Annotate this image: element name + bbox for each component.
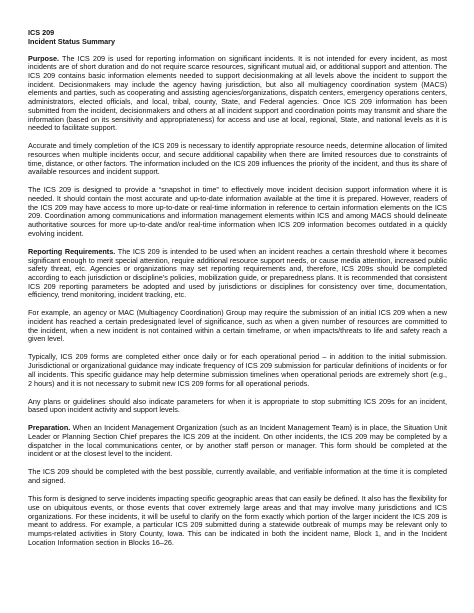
form-number: ICS 209: [28, 28, 55, 37]
paragraph-best-information: [28, 468, 447, 485]
paragraph-lead: Reporting Requirements.: [28, 246, 116, 256]
paragraph-text: Any plans or guidelines should also indicate parameters for when it is appropriate to stop submitting ICS 209s for an incident, based upon incident activity and support levels.: [28, 396, 447, 415]
paragraph-text: The ICS 209 is intended to be used when an incident reaches a certain threshold where it becomes significant enough to merit special attention, require additional resource support needs, or cause media attention, increased public safety threat, etc. Agencies or organizations may set reporting requirements and, therefore, ICS 209s should be completed according to each jurisdiction or discipline’s policies, mobilization guide, or preparedness plans. It is recommended that consistent ICS 209 reporting parameters be adopted and used by jurisdictions or disciplines for consistency over time, documentation, efficiency, trend monitoring, incident tracking, etc.: [28, 246, 447, 300]
paragraph-geographic-areas: [28, 495, 447, 547]
paragraph-lead: Purpose.: [28, 53, 60, 63]
paragraph-text: This form is designed to serve incidents impacting specific geographic areas that can easily be defined. It also has the flexibility for use on ubiquitous events, or those events that cover extremely large areas and that may involve many jurisdictions and ICS organizations. For these incidents, it will be useful to clarify on the form exactly which portion of the larger incident the ICS 209 is meant to address. For example, a particular ICS 209 submitted during a statewide outbreak of mumps may be relevant only to mumps-related activities in Story County, Iowa. This can be indicated in both the incident name, Block 1, and in the Incident Location Information section in Blocks 16–26.: [28, 494, 447, 547]
paragraph-frequency: [28, 353, 447, 388]
paragraph-example: [28, 309, 447, 344]
paragraph-preparation: [28, 424, 447, 459]
paragraph-text: Typically, ICS 209 forms are completed either once daily or for each operational period – in addition to the initial submission. Jurisdictional or organizational guidance may indicate frequency of ICS 209 submission for particular definitions of incidents or for all incidents. This specific guidance may help determine submission timelines when operational periods are extremely short (e.g., 2 hours) and it is not necessary to submit new ICS 209 forms for all operational periods.: [28, 352, 447, 388]
paragraph-stop-submitting: [28, 398, 447, 415]
form-title: Incident Status Summary: [28, 36, 116, 46]
paragraph-reporting-requirements: [28, 248, 447, 300]
document-heading: [28, 29, 447, 46]
paragraph-lead: Preparation.: [28, 423, 71, 433]
paragraph-text: When an Incident Management Organization (such as an Incident Management Team) is in place, the Situation Unit Leader or Planning Section Chief prepares the ICS 209 at the incident. On other incidents, the ICS 209 may be completed by a dispatcher in the local communications center, or by another staff person or manager. This form should be completed at the incident or at the closest level to the incident.: [28, 423, 447, 459]
paragraph-completion: [28, 142, 447, 177]
paragraph-text: The ICS 209 is used for reporting information on significant incidents. It is not intended for every incident, as most incidents are of short duration and do not require scarce resources, significant mutual aid, or additional support and attention. The ICS 209 contains basic information elements needed to support decisionmaking at all levels above the incident to support the incident. Decisionmakers may include the agency having jurisdiction, but also all multiagency coordination system (MACS) elements and parties, such as cooperating and assisting agencies/organizations, dispatch centers, emergency operations centers, administrators, elected officials, and local, tribal, county, State, and Federal agencies. Once ICS 209 information has been submitted from the incident, decisionmakers and others at all incident support and coordination points may transmit and share the information (based on its sensitivity and appropriateness) for access and use at local, regional, State, and national levels as it is needed to facilitate support.: [28, 53, 447, 133]
paragraph-text: The ICS 209 should be completed with the best possible, currently available, and verifiable information at the time it is completed and signed.: [28, 467, 447, 486]
paragraph-text: For example, an agency or MAC (Multiagency Coordination) Group may require the submission of an initial ICS 209 when a new incident has reached a certain predesignated level of significance, such as when a given number of resources are committed to the incident, when a new incident is not contained within a certain timeframe, or when impacts/threats to life and safety reach a given level.: [28, 308, 447, 344]
paragraph-text: Accurate and timely completion of the ICS 209 is necessary to identify appropriate resource needs, determine allocation of limited resources when multiple incidents occur, and secure additional capability when there are limited resources due to constraints of time, distance, or other factors. The information included on the ICS 209 influences the priority of the incident, and thus its share of available resources and incident support.: [28, 141, 447, 177]
paragraph-purpose: [28, 55, 447, 133]
paragraph-snapshot: [28, 186, 447, 238]
paragraph-text: The ICS 209 is designed to provide a “snapshot in time” to effectively move incident decision support information where it is needed. It should contain the most accurate and up-to-date information available at the time it is prepared. However, readers of the ICS 209 may have access to more up-to-date or real-time information in reference to certain information elements on the ICS 209. Coordination among communications and information management elements within ICS and among MACS should delineate authoritative sources for more up-to-date and/or real-time information when ICS 209 information becomes outdated in a quickly evolving incident.: [28, 185, 447, 238]
